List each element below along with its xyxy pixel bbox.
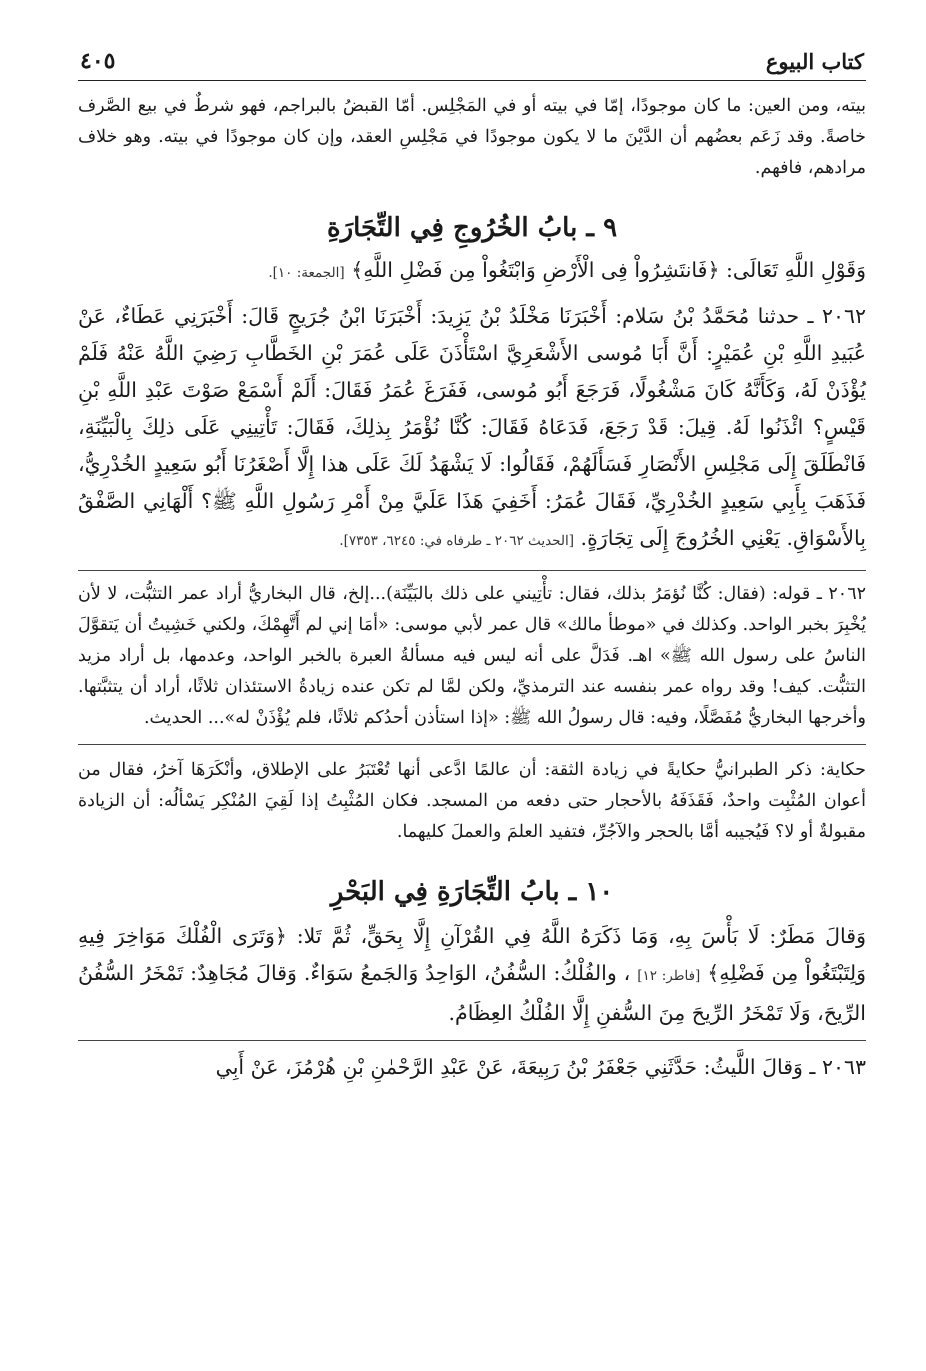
sharh-2062: ٢٠٦٢ ـ قوله: (فقال: كُنَّا نُؤمَرُ بذلك، فقال: تأْتِيني على ذلك بالبَيِّنَة)...إلخ، قال البخاريُّ أراد عمر التثبُّت، لا لأن يُخْبِرَ بخبر الواحد. وكذلك في «موطأ مالك» قال عمر لأبي موسى: «أمَا إني لم أَتَّهِمْكَ، ولكني خَشِيتُ أن يَتقوَّلَ الناسُ على رسول الله ﷺ» اهـ. فَدَلَّ على أنه ليس فيه مسألةُ العبرة بالخبر الواحد، وعدمها، بل أراد مزيد التثبُّت. كيف! وقد رواه عمر بنفسه عند الترمذيِّ، ولكن لمَّا لم تكن عنده زيادةُ الاستئذان ثلاثًا، أراد أن يتثبَّتها. وأخرجها البخاريُّ مُفَصَّلًا، وفيه: قال رسولُ الله ﷺ: «إذا استأذن أحدُكم ثلاثًا، فلم يُؤْذَنْ له»... الحديث. xyxy=(78,584,866,728)
verse-text: وَقَوْلِ اللَّهِ تَعَالَى: ﴿فَانتَشِرُواْ فِى الْأَرْضِ وَابْتَغُواْ مِن فَضْلِ اللَّهِ﴾ xyxy=(351,258,866,282)
divider xyxy=(78,570,866,571)
section-10-title: ١٠ ـ بابُ التِّجَارَةِ فِي البَحْرِ xyxy=(330,877,614,907)
page-header xyxy=(78,40,866,81)
divider xyxy=(78,1040,866,1041)
verse-reference: [الجمعة: ١٠]. xyxy=(268,265,345,281)
section-10-text-a: وَقالَ مَطَرٌ: لَا بَأْسَ بِهِ، وَمَا ذَكَرَهُ اللَّهُ فِي القُرْآنِ إِلَّا بِحَقٍّ، ثُمَّ تَلا: ﴿وَتَرَى الْفُلْكَ مَوَاخِرَ فِيهِ وَلِتَبْتَغُواْ مِن فَضْلِهِ﴾ xyxy=(78,924,866,985)
section-9-title: ٩ ـ بابُ الخُرُوجِ فِي التِّجَارَةِ xyxy=(326,213,618,243)
section-10-text-b: ، والفُلْكُ: السُّفُنُ، الوَاحِدُ وَالجَمعُ سَوَاءٌ. وَقالَ مُجَاهِدٌ: تَمْخَرُ السُّفُنُ الرِّيحَ، وَلَا تَمْخَرُ الرِّيحَ مِنَ السُّفنِ إِلَّا الفُلْكُ العِظَامُ. xyxy=(78,961,866,1025)
book-title: كتاب البيوع xyxy=(765,49,864,74)
hadith-2062-text: ٢٠٦٢ ـ حدثنا مُحَمَّدُ بْنُ سَلام: أَخْبَرَنَا مَخْلَدُ بْنُ يَزِيدَ: أَخْبَرَنَا ابْنُ جُرَيجٍ قَالَ: أَخْبَرَنِي عَطَاءٌ، عَنْ عُبَيدِ اللَّهِ بْنِ عُمَيْرٍ: أَنَّ أَبَا مُوسى الأَشْعَرِيَّ اسْتَأْذَنَ عَلَى عُمَرَ بْنِ الخَطَّابِ رَضِيَ اللَّهُ عَنْهُ فَلَمْ يُؤْذَنْ لَهُ، وَكَأَنَّهُ كَانَ مَشْغُولًا، فَرَجَعَ أَبُو مُوسى، فَفَرَغَ عُمَرُ فَقَالَ: أَلَمْ أَسْمَعْ صَوْتَ عَبْدِ اللَّهِ بْنِ قَيْسٍ؟ ائْذَنُوا لَهُ. قِيلَ: قَدْ رَجَعَ، فَدَعَاهُ فَقَالَ: كُنَّا نُؤْمَرُ بِذلِكَ، فَقَالَ: تَأْتِينِي عَلَى ذلِكَ بِالْبَيِّنَةِ، فَانْطَلَقَ إِلَى مَجْلِسِ الأَنْصَارِ فَسَأَلَهُمْ، فَقَالُوا: لَا يَشْهَدُ لَكَ عَلَى هذا إِلَّا أَصْغَرُنَا أَبُو سَعِيدٍ الخُدْرِيُّ، فَذَهَبَ بِأَبِي سَعِيدٍ الخُدْرِيِّ، فَقَالَ عُمَرُ: أَخَفِيَ هَذَا عَلَيَّ مِنْ أَمْرِ رَسُولِ اللَّهِ ﷺ؟ أَلْهَانِي الصَّفْقُ بِالأَسْوَاقِ. يَعْنِي الخُرُوجَ إِلَى تِجَارَةٍ. xyxy=(78,304,866,550)
hadith-2063: ٢٠٦٣ ـ وَقالَ اللَّيثُ: حَدَّثَنِي جَعْفَرُ بْنُ رَبِيعَةَ، عَنْ عَبْدِ الرَّحْمٰنِ بْنِ هُرْمُزَ، عَنْ أَبِي xyxy=(215,1055,866,1079)
section-10-text xyxy=(78,918,866,1032)
section-10-ref: [فاطر: ١٢] xyxy=(637,968,701,984)
section-9-verse xyxy=(78,252,866,292)
hikaya-paragraph: حكاية: ذكر الطبرانيُّ حكايةً في زيادة الثقة: أن عالمًا ادَّعى أنها تُعْتَبَرُ على الإطلاق، وأنْكَرَهَا آخرُ، فقال من أعوان المُثْبِت واحدٌ، فَقَذَفَهُ بالأحجار حتى دفعه من المسجد. فكان المُثْبِتُ إذا لَقِيَ المُنْكِر يَسْألُه: أن الزيادة مقبولةٌ أو لا؟ فَيُجيبه أمَّا بالحجر والآجُرِّ، فتفيد العلمَ والعملَ كليهما. xyxy=(78,760,866,842)
book-page xyxy=(78,40,866,1351)
hadith-2062-note: [الحديث ٢٠٦٢ ـ طرفاه في: ٦٢٤٥، ٧٣٥٣]. xyxy=(339,533,575,549)
intro-paragraph: بيته، ومن العين: ما كان موجودًا، إمّا في بيته أو في المَجْلِس. أمّا القبضُ بالبراجم، فهو شرطٌ في بيع الصَّرف خاصةً. وقد زَعَم بعضُهم أن الدَّيْنَ ما لا يكون موجودًا في مَجْلِسِ العقد، وإن كان موجودًا في بيته. وهو خلاف مرادهم، فافهم. xyxy=(78,96,866,178)
hadith-2062 xyxy=(78,298,866,560)
divider xyxy=(78,744,866,745)
page-number: ٤٠٥ xyxy=(80,48,116,74)
